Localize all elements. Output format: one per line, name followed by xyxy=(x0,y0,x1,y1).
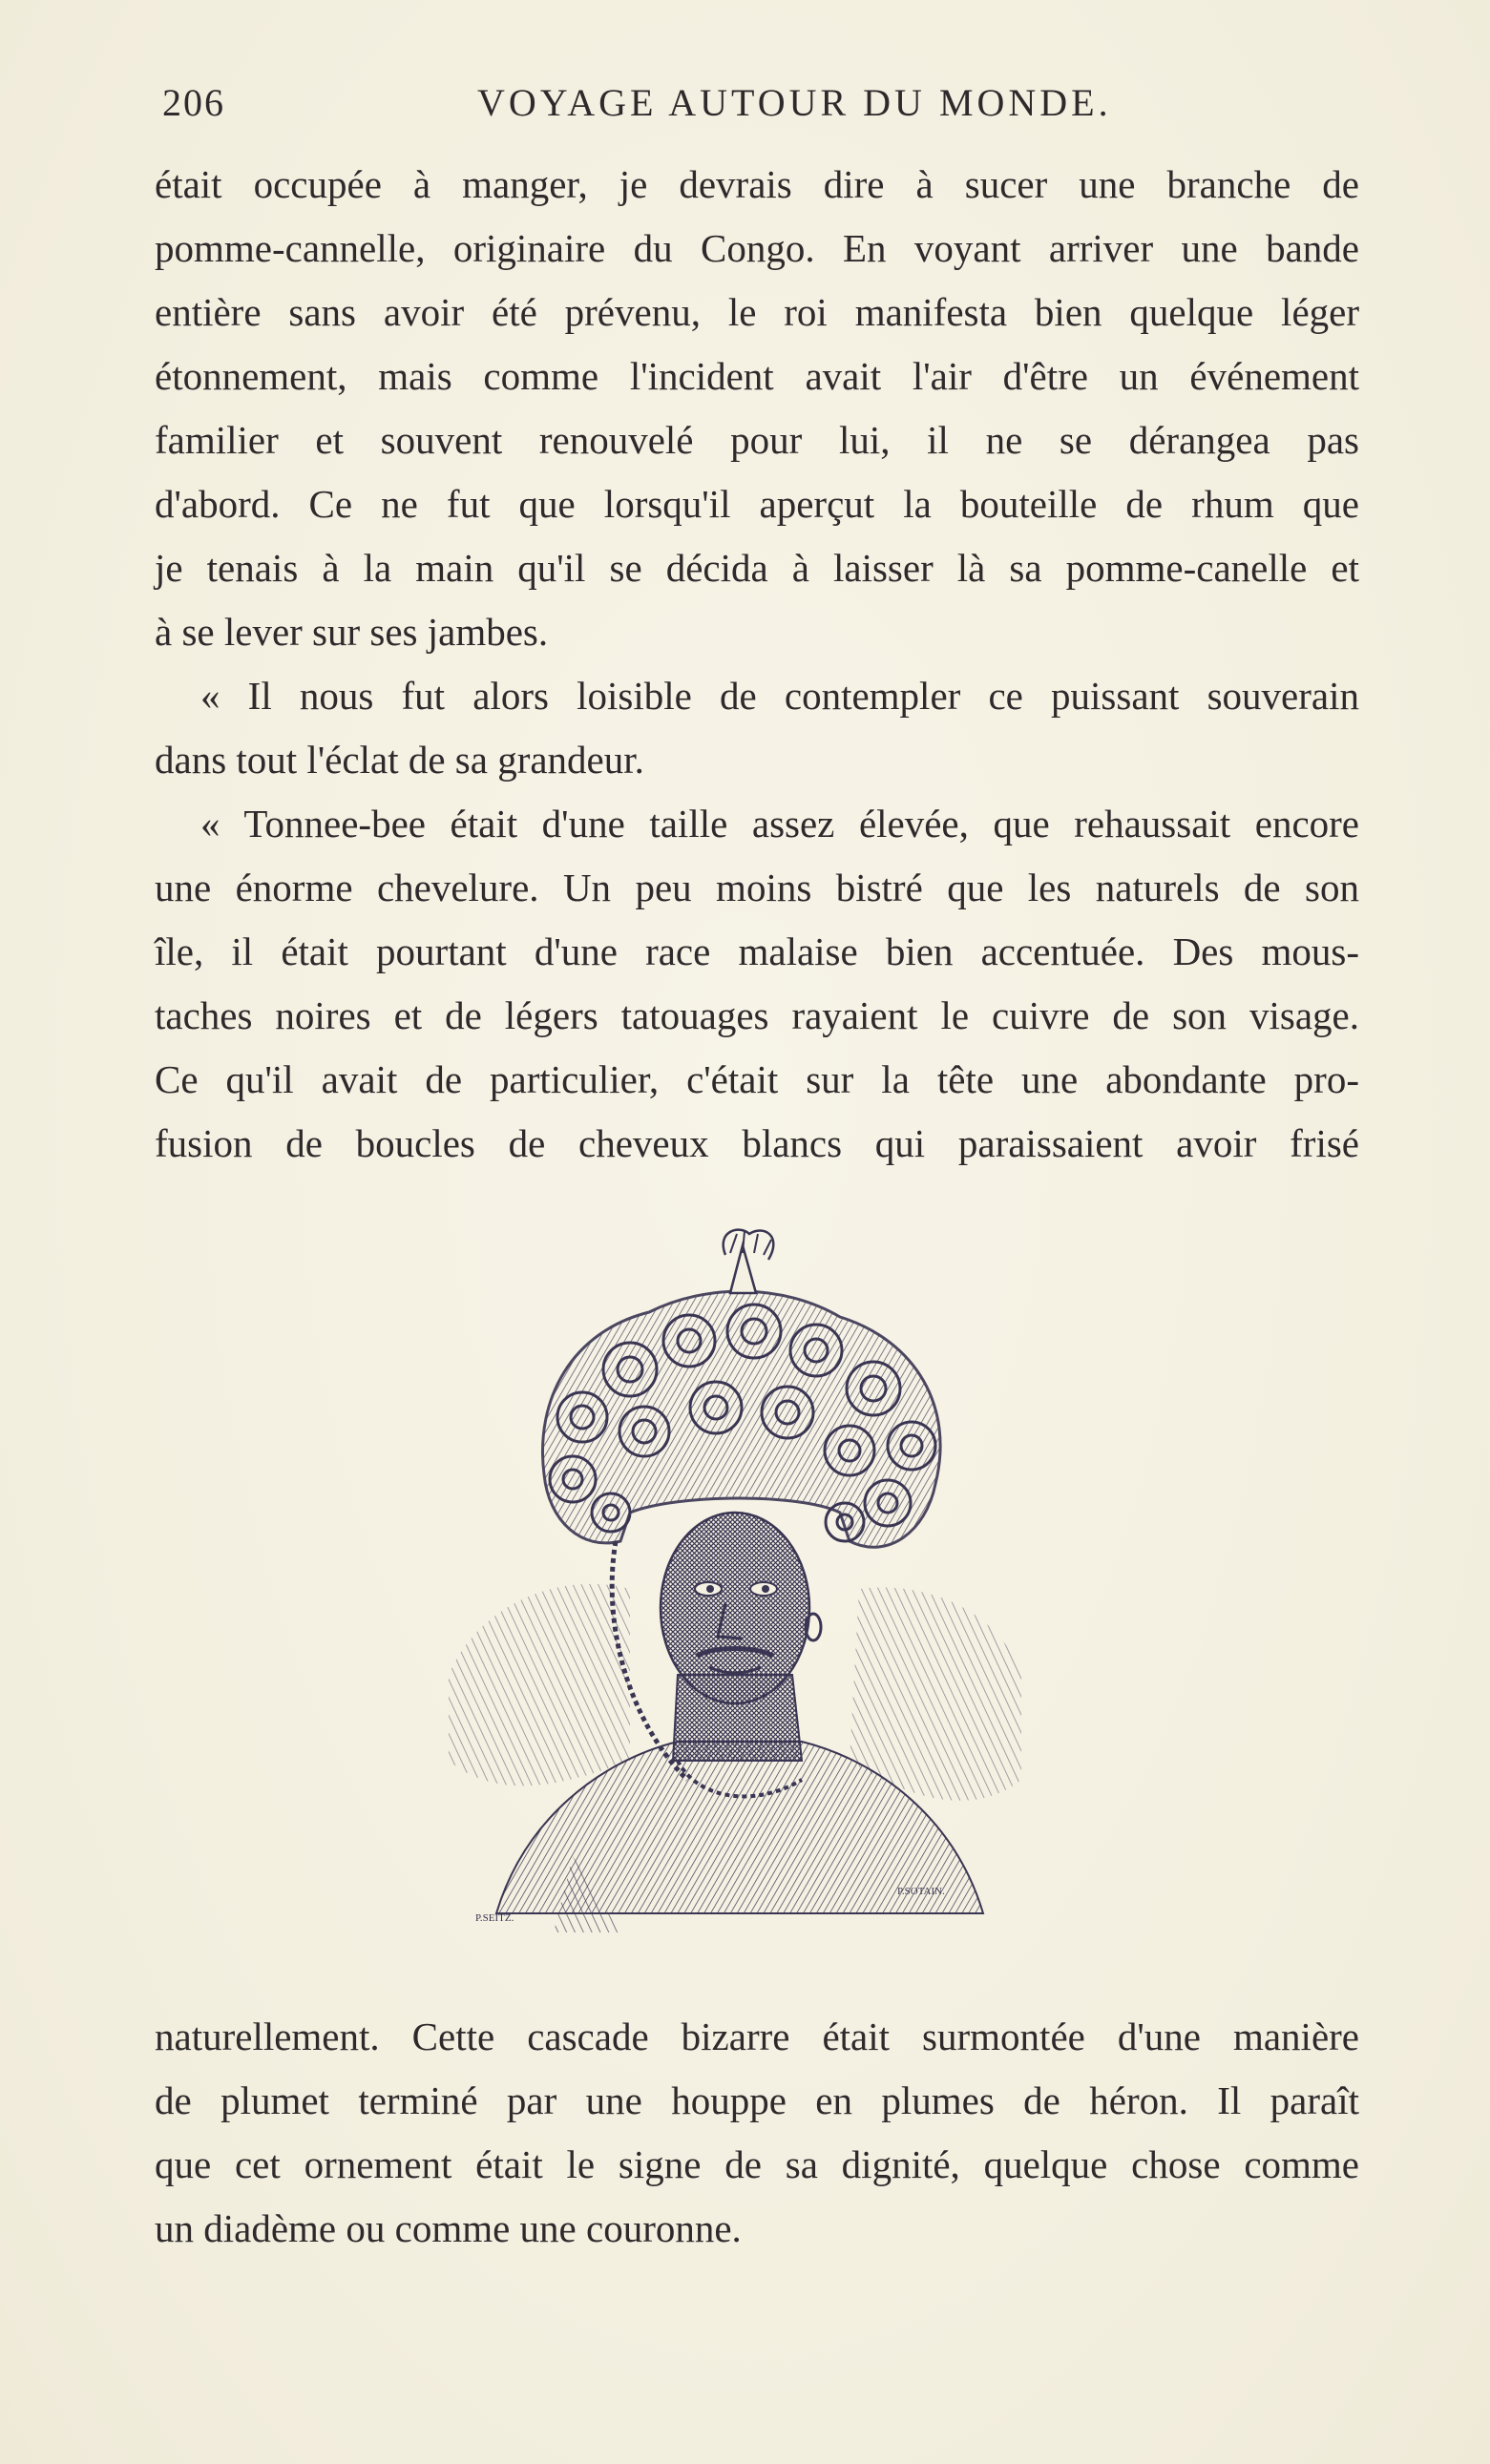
text-block-bottom xyxy=(155,2005,1359,2261)
text-line: naturellement. Cette cascade bizarre était surmontée d'une manière xyxy=(155,2015,1359,2058)
text-line: Ce qu'il avait de particulier, c'était sur la tête une abondante pro- xyxy=(155,1057,1359,1101)
paragraph xyxy=(155,728,1359,792)
page-header xyxy=(162,80,1355,137)
text-line: pomme-cannelle, originaire du Congo. En voyant arriver une bande xyxy=(155,226,1359,270)
text-line: était occupée à manger, je devrais dire à sucer une branche de xyxy=(155,162,1359,206)
engraver-signature-left: P.SEITZ. xyxy=(475,1912,514,1924)
curly-hair xyxy=(542,1291,940,1547)
paragraph xyxy=(155,856,1359,1176)
text-block-top xyxy=(155,153,1359,1176)
face xyxy=(661,1513,821,1703)
page-number: 206 xyxy=(162,81,225,124)
running-title: VOYAGE AUTOUR DU MONDE. xyxy=(477,81,1112,124)
text-line: dans tout l'éclat de sa grandeur. xyxy=(155,738,644,782)
text-line: je tenais à la main qu'il se décida à laisser là sa pomme-canelle et xyxy=(155,546,1359,590)
text-line: île, il était pourtant d'une race malaise bien accentuée. Des mous- xyxy=(155,929,1359,973)
paragraph xyxy=(155,792,1359,856)
text-line: familier et souvent renouvelé pour lui, il ne se dérangea pas xyxy=(155,418,1359,462)
text-line: à se lever sur ses jambes. xyxy=(155,610,549,654)
engraver-signature-right: P.SOTAIN. xyxy=(897,1886,945,1897)
text-line: fusion de boucles de cheveux blancs qui paraissaient avoir frisé xyxy=(155,1121,1359,1165)
text-line: d'abord. Ce ne fut que lorsqu'il aperçut la bouteille de rhum que xyxy=(155,482,1359,526)
text-line: de plumet terminé par une houppe en plumes de héron. Il paraît xyxy=(155,2078,1359,2122)
text-line: « Il nous fut alors loisible de contempler ce puissant souverain xyxy=(200,674,1359,718)
engraving-figure xyxy=(439,1226,1031,1952)
feather-plume xyxy=(724,1230,774,1293)
paragraph xyxy=(155,153,1359,664)
text-line: taches noires et de légers tatouages rayaient le cuivre de son visage. xyxy=(155,993,1359,1037)
text-line: que cet ornement était le signe de sa dignité, quelque chose comme xyxy=(155,2142,1359,2186)
text-line: « Tonnee-bee était d'une taille assez élevée, que rehaussait encore xyxy=(200,802,1359,846)
paragraph xyxy=(155,664,1359,728)
text-line: étonnement, mais comme l'incident avait l'air d'être un événement xyxy=(155,354,1359,398)
text-line: une énorme chevelure. Un peu moins bistré que les naturels de son xyxy=(155,866,1359,909)
text-line: entière sans avoir été prévenu, le roi manifesta bien quelque léger xyxy=(155,290,1359,334)
text-line: un diadème ou comme une couronne. xyxy=(155,2206,742,2250)
paragraph xyxy=(155,2005,1359,2261)
portrait-engraving xyxy=(439,1226,1031,1952)
